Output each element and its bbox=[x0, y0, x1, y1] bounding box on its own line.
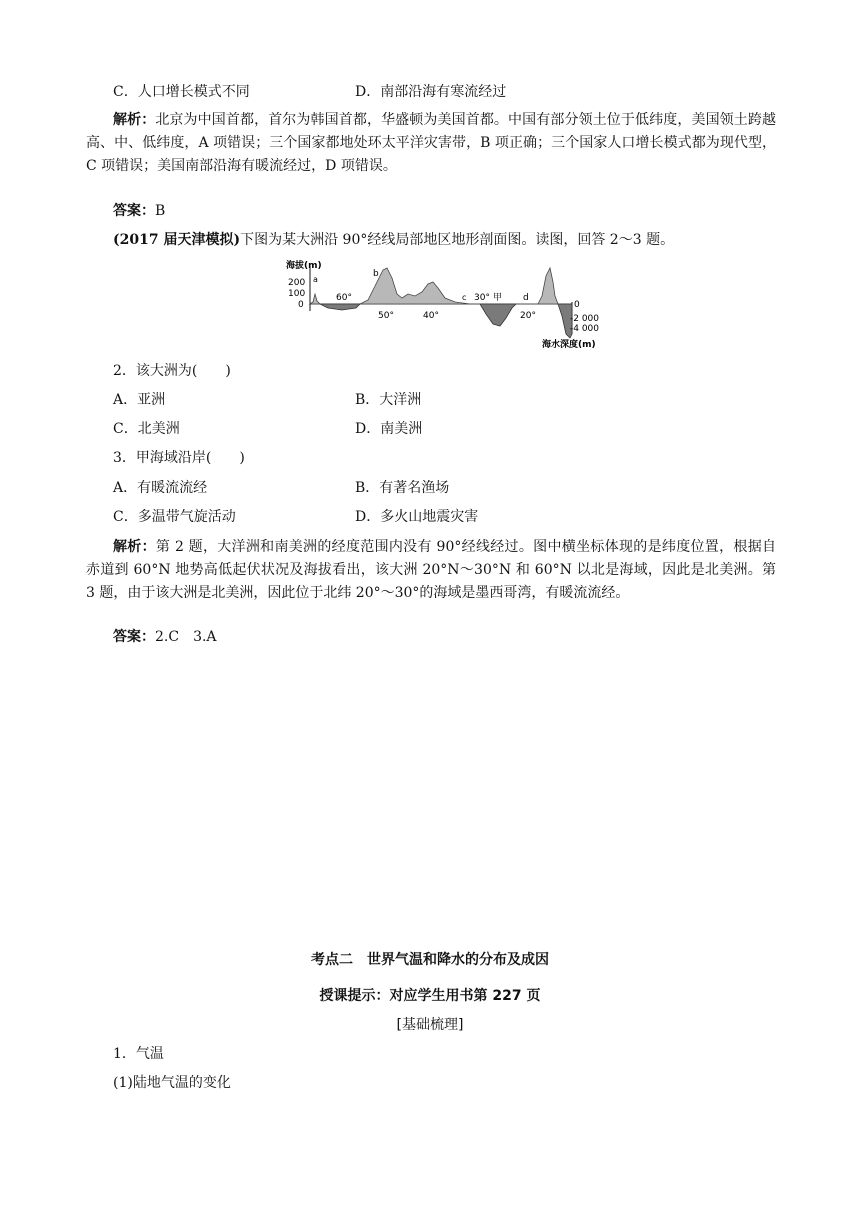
answer-1 bbox=[113, 201, 165, 221]
analysis-label: 解析： bbox=[113, 112, 156, 128]
q3-option-c: C．多温带气旋活动 bbox=[113, 509, 236, 525]
analysis-1 bbox=[86, 109, 776, 178]
land-profile bbox=[310, 268, 470, 304]
point-d: d bbox=[523, 293, 529, 303]
q2-option-d: D．南美洲 bbox=[355, 421, 423, 437]
lat-label-30: 30° bbox=[474, 293, 490, 303]
item-1-heading: 1．气温 bbox=[113, 1046, 164, 1062]
q3-option-b: B．有著名渔场 bbox=[355, 480, 450, 496]
point-b: b bbox=[373, 269, 379, 279]
terrain-profile-figure bbox=[280, 256, 610, 354]
altitude-axis-label: 海拔(m) bbox=[286, 261, 322, 271]
lat-label-50: 50° bbox=[378, 311, 394, 321]
lat-label-40: 40° bbox=[423, 311, 439, 321]
alt-tick-0: 0 bbox=[298, 300, 304, 310]
answer-label: 答案： bbox=[113, 203, 155, 219]
q1-option-d: D．南部沿海有寒流经过 bbox=[355, 84, 507, 100]
q3-stem: 3．甲海域沿岸( ) bbox=[113, 450, 245, 466]
depth-tick-2000: -2 000 bbox=[570, 314, 600, 324]
lat-label-20: 20° bbox=[520, 311, 536, 321]
section-hint: 授课提示：对应学生用书第 227 页 bbox=[319, 988, 541, 1004]
analysis-label: 解析： bbox=[113, 539, 156, 555]
alt-tick-200: 200 bbox=[288, 278, 306, 288]
depth-axis-label: 海水深度(m) bbox=[542, 340, 596, 350]
analysis-text: 北京为中国首都，首尔为韩国首都，华盛顿为美国首都。中国有部分领土位于低纬度，美国领土跨越高、中、低纬度，A 项错误；三个国家都地处环太平洋灾害带，B 项正确；三个国家人口增长模式都为现代型，C 项错误；美国南部沿海有暖流经过，D 项错误。 bbox=[86, 112, 776, 174]
intro-source: (2017 届天津模拟) bbox=[113, 232, 241, 248]
q2-stem: 2．该大洲为( ) bbox=[113, 363, 231, 379]
depth-tick-0: 0 bbox=[574, 300, 580, 310]
q3-option-d: D．多火山地震灾害 bbox=[355, 509, 479, 525]
q2-option-a: A．亚洲 bbox=[113, 392, 166, 408]
section-title: 考点二 世界气温和降水的分布及成因 bbox=[311, 952, 549, 968]
point-jia: 甲 bbox=[493, 293, 503, 303]
point-c: c bbox=[462, 293, 467, 302]
answer-text: 2.C 3.A bbox=[155, 629, 217, 645]
answer-label: 答案： bbox=[113, 629, 155, 645]
analysis-text: 第 2 题，大洋洲和南美洲的经度范围内没有 90°经线经过。图中横坐标体现的是纬度位置，根据自赤道到 60°N 地势高低起伏状况及海拔看出，该大洲 20°N～30°N 和 60°N 以北是海域，因此是北美洲。第 3 题，由于该大洲是北美洲，因此位于北纬 20°～30°的海域是墨西哥湾，有暖流流经。 bbox=[86, 539, 777, 601]
section-subheading: [基础梳理] bbox=[396, 1017, 464, 1033]
q1-option-c: C．人口增长模式不同 bbox=[113, 84, 250, 100]
ocean-profile-gulf bbox=[480, 304, 516, 326]
point-a: a bbox=[313, 275, 318, 284]
answer-text: B bbox=[155, 203, 166, 219]
intro-text: 下图为某大洲沿 90°经线局部地区地形剖面图。读图，回答 2～3 题。 bbox=[240, 232, 675, 248]
q2-option-c: C．北美洲 bbox=[113, 421, 180, 437]
depth-tick-4000: -4 000 bbox=[570, 324, 600, 334]
answer-2 bbox=[113, 627, 217, 647]
q2-option-b: B．大洋洲 bbox=[355, 392, 422, 408]
analysis-2 bbox=[86, 536, 776, 605]
item-1-1-heading: (1)陆地气温的变化 bbox=[113, 1075, 231, 1091]
q3-option-a: A．有暖流流经 bbox=[113, 480, 208, 496]
east-peak bbox=[538, 268, 558, 304]
lat-label-60: 60° bbox=[336, 293, 352, 303]
question-intro bbox=[113, 230, 674, 250]
alt-tick-100: 100 bbox=[288, 289, 306, 299]
ocean-profile-west bbox=[320, 304, 360, 310]
